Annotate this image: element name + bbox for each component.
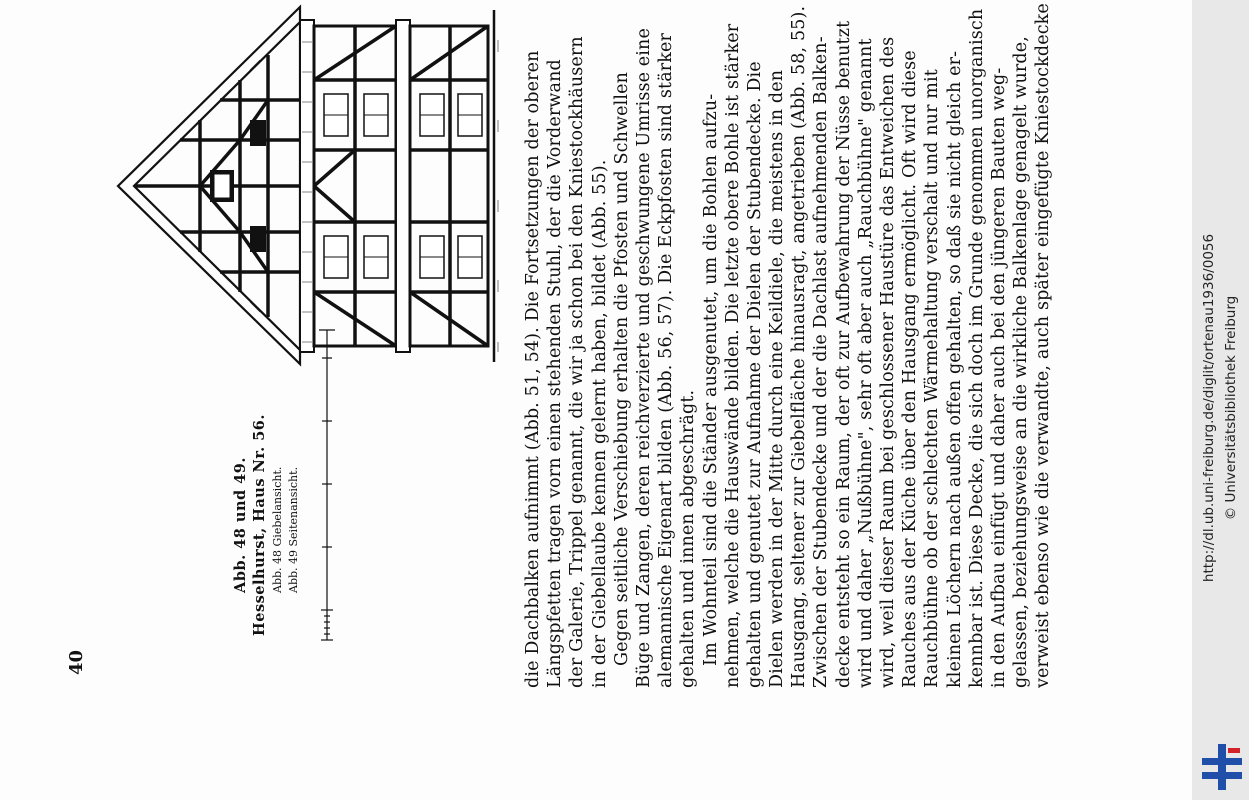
text-line: Hausgang, seltener zur Giebelfläche hinausragt, angetrieben (Abb. 58, 55). [789,5,810,688]
text-line: wird, weil dieser Raum bei geschlossener Haustüre das Entweichen des [878,36,898,688]
text-line: kleinen Löchern nach außen offen gehalten, so daß sie nicht gleich er- [944,50,965,688]
copyright-notice: © Universitätsbibliothek Freiburg [1223,295,1239,521]
text-line: Dielen werden in der Mitte durch eine Keildiele, die meistens in den [767,69,788,688]
source-url[interactable]: http://dl.ub.uni-freiburg.de/diglit/ortenau1936/0056 [1201,233,1217,583]
text-line: gelassen, beziehungsweise an die wirkliche Balkenlage genagelt wurde, [1011,36,1032,688]
caption-location: Hesselhurst, Haus Nr. 56. [251,414,268,636]
page-number: 40 [66,649,87,675]
half-timbered-house-drawing [110,0,502,372]
text-line: decke entsteht so ein Raum, der oft zur Aufbewahrung der Nüsse benutzt [833,20,854,688]
text-line: Im Wohnteil sind die Ständer ausgenutet, um die Bohlen aufzu- [700,93,721,666]
text-line: nehmen, welche die Hauswände bilden. Die letzte obere Bohle ist stärker [722,23,743,688]
text-line: Längspfetten tragen vorn einen stehenden Stuhl, der die Vorderwand [545,59,566,688]
text-line: Rauchbühne ob der schlechten Wärmehaltung verschalt und nur mit [922,69,943,688]
text-line: in den Aufbau einfügt und daher auch bei den jüngeren Bauten weg- [988,67,1009,688]
ub-freiburg-logo-icon [1200,742,1244,792]
text-line: in der Giebellaube kennen gelernt haben, bildet (Abb. 55). [589,159,610,688]
text-line: alemannische Eigenart bilden (Abb. 56, 57). Die Eckpfosten sind stärker [656,32,677,688]
caption-figure-48: Abb. 48 Giebelansicht. [271,466,284,593]
text-line: gehalten und genutet zur Aufnahme der Dielen der Stubendecke. Die [744,61,765,688]
text-line: Büge und Zangen, deren reichverzierte und geschwungene Umrisse eine [633,28,654,688]
caption-title: Abb. 48 und 49. [232,457,249,593]
caption-figure-49: Abb. 49 Seitenansicht. [287,466,300,593]
text-line: der Galerie, Trippel genannt, die wir ja schon bei den Kniestockhäusern [567,36,588,688]
figure-caption [232,405,300,645]
text-line: kennbar ist. Diese Decke, die sich doch im Grunde genommen unorganisch [966,8,987,688]
text-line: wird und daher „Nußbühne", sehr oft aber auch „Rauchbühne" genannt [855,38,876,688]
library-sidebar [1192,0,1249,800]
text-line: Rauches aus der Küche über den Hausgang ermöglicht. Oft wird diese [900,50,921,688]
text-line: die Dachbalken aufnimmt (Abb. 51, 54). Die Fortsetzungen der oberen [523,50,543,688]
text-line: Gegen seitliche Verschiebung erhalten die Pfosten und Schwellen [611,71,632,666]
body-text [522,3,1055,688]
text-line: gehalten und innen abgeschrägt. [678,389,699,688]
text-line: verweist ebenso wie die verwandte, auch später eingefügte Kniestockdecke [1033,3,1054,688]
text-line: Zwischen der Stubendecke und der die Dachlast aufnehmenden Balken- [811,36,832,688]
